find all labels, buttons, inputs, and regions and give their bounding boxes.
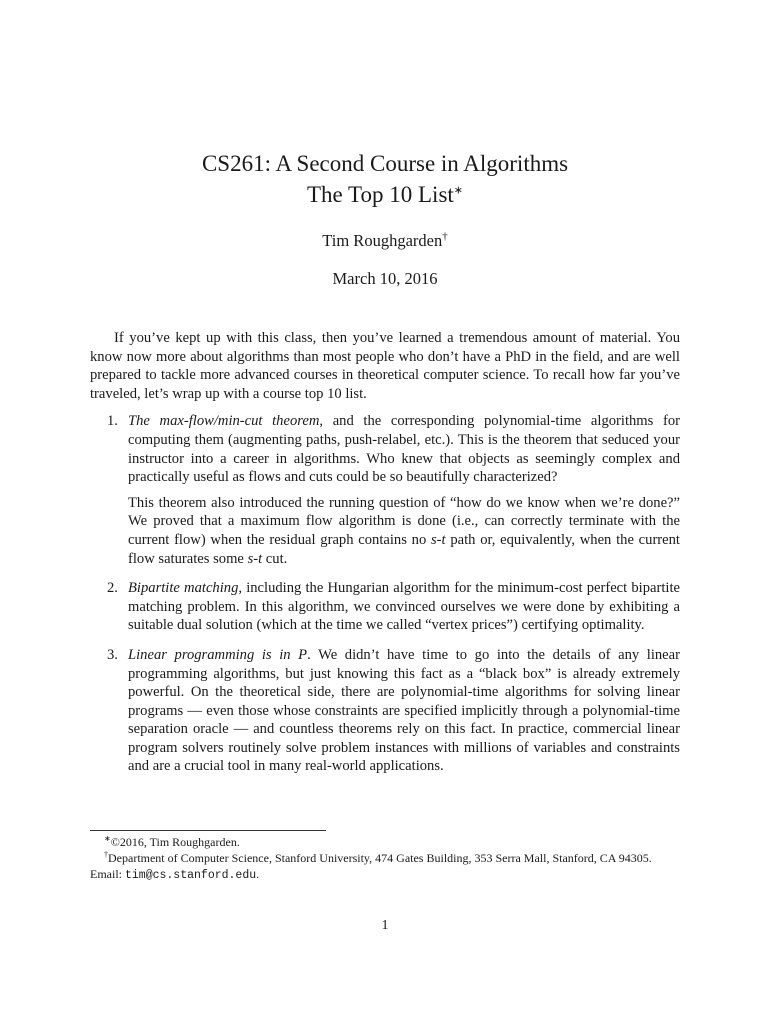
list-item-text: including the Hungarian algorithm for the minimum-cost perfect bipartite matching problem. In this algorithm, we convinced ourselves we were done by exhibiting a suitable dual solution (which at the time we called “vertex prices”) certifying optimality. — [128, 580, 681, 634]
title-footnote-mark: ∗ — [453, 184, 464, 197]
footnote-text: ©2016, Tim Roughgarden. — [110, 835, 240, 849]
st-cut-term: s-t — [247, 550, 263, 567]
footnote-text: Department of Computer Science, Stanford University, 474 Gates Building, 353 Serra Mall, Stanford, CA 94305. Email: — [90, 851, 652, 881]
list-item-paragraph — [128, 579, 680, 635]
st-path-term: s-t — [430, 531, 446, 548]
footnote-copyright — [90, 834, 680, 850]
footnotes — [90, 830, 680, 884]
author-name — [90, 231, 680, 251]
footnote-mark: † — [104, 850, 108, 859]
body-text — [90, 329, 680, 787]
footnote-affiliation — [90, 850, 680, 884]
list-item-paragraph — [128, 646, 680, 776]
list-item-number: 1. — [107, 413, 118, 430]
list-item-paragraph — [128, 412, 680, 486]
list-item-lead: Linear programming is in P — [128, 646, 308, 663]
intro-paragraph: If you’ve kept up with this class, then you’ve learned a tremendous amount of material. You know now more about algorithms than most people who don’t have a PhD in the field, and are well prepared to tackle more advanced courses in theoretical computer science. To recall how far you’ve traveled, let’s wrap up with a course top 10 list. — [90, 330, 680, 402]
list-item-number: 3. — [107, 646, 118, 663]
paper-page — [90, 0, 680, 1024]
title-line-1: CS261: A Second Course in Algorithms — [201, 151, 569, 176]
list-item-text: . We didn’t have time to go into the details of any linear programming algorithms, but just knowing this fact as a “black box” is already extremely powerful. On the theoretical side, there are polynomial-time algorithms for solving linear programs — even those whose constraints are specified implicitly through a polynomial-time separation oracle — and countless theorems rely on this fact. In practice, commercial linear program solvers routinely solve problem instances with millions of variables and constraints and are a crucial tool in many real-world applications. — [128, 646, 680, 775]
author-footnote-mark: † — [442, 230, 448, 243]
paper-date: March 10, 2016 — [332, 269, 438, 288]
title-line-2 — [90, 179, 680, 210]
list-item-lead: The max-flow/min-cut theorem — [128, 413, 320, 430]
footnote-end: . — [256, 867, 260, 881]
list-item-number: 2. — [107, 580, 118, 597]
author-text: Tim Roughgarden — [322, 231, 443, 250]
list-item — [90, 412, 680, 568]
list-item-text-2a: This theorem also introduced the running question of “how do we know when we’re done?” We proved that a maximum flow algorithm is done (i.e., can correctly terminate with the current flow) when the residual graph contains no — [128, 494, 680, 548]
footnote-mark: ∗ — [104, 834, 111, 843]
title-line-2-text: The Top 10 List — [306, 182, 454, 207]
page-number: 1 — [381, 918, 389, 933]
list-item-text-2c: cut. — [262, 550, 288, 567]
list-item-text-2b: path or, equivalently, when the current flow saturates some — [128, 531, 680, 567]
author-email-link[interactable]: tim@cs.stanford.edu — [125, 869, 257, 882]
list-item — [90, 646, 680, 776]
paper-title — [90, 148, 680, 210]
list-item-lead: Bipartite matching, — [128, 580, 243, 597]
top-ten-list — [90, 412, 680, 776]
list-item-text: , and the corresponding polynomial-time algorithms for computing them (augmenting paths, push-relabel, etc.). This is the theorem that seduced your instructor into a career in algorithms. Who knew that objects as seemingly complex and practically useful as flows and cuts could be so beautifully characterized? — [128, 413, 680, 486]
footnote-rule — [90, 830, 326, 831]
list-item-paragraph-2 — [128, 494, 680, 568]
list-item — [90, 579, 680, 635]
